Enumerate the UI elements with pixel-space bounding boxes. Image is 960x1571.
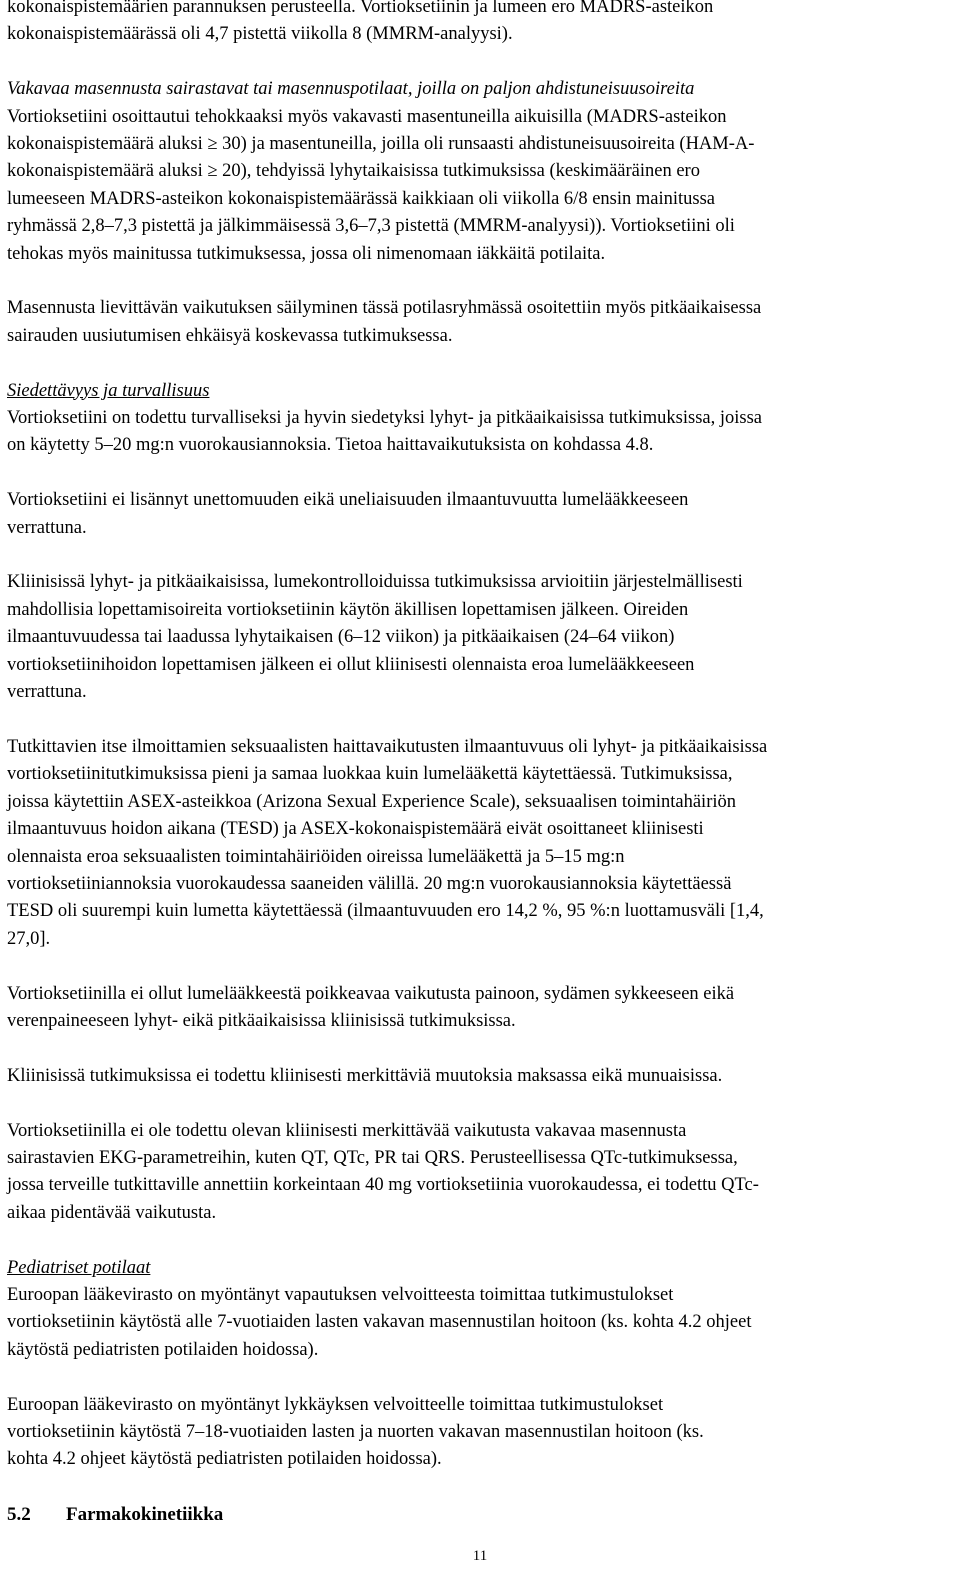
paragraph [7, 734, 957, 953]
paragraph [7, 295, 957, 350]
paragraph [7, 0, 957, 49]
paragraph [7, 1118, 957, 1228]
text-line: verrattuna. [7, 517, 87, 538]
text-line: 27,0]. [7, 928, 51, 949]
text-line: vortioksetiinitutkimuksissa pieni ja samaa luokkaa kuin lumelääkettä käytettäessä. Tutkimuksissa, [7, 764, 733, 785]
subsection-heading: Vakavaa masennusta sairastavat tai masennuspotilaat, joilla on paljon ahdistuneisuusoireita [7, 79, 695, 100]
document-page [7, 0, 957, 1529]
text-line: Euroopan lääkevirasto on myöntänyt vapautuksen velvoitteesta toimittaa tutkimustulokset [7, 1284, 674, 1305]
text-line: ilmaantuvuus hoidon aikana (TESD) ja ASEX-kokonaispistemäärä eivät osoittaneet kliinisesti [7, 819, 704, 840]
text-line: Tutkittavien itse ilmoittamien seksuaalisten haittavaikutusten ilmaantuvuus oli lyhyt- ja pitkäaikaisissa [7, 736, 768, 757]
text-line: kokonaispistemäärä aluksi ≥ 20), tehdyissä lyhytaikaisissa tutkimuksissa (keskimääräinen ero [7, 161, 700, 182]
page-number: 11 [472, 1548, 488, 1564]
document-body [7, 0, 957, 1474]
text-line: Vortioksetiini ei lisännyt unettomuuden eikä uneliaisuuden ilmaantuvuutta lumelääkkeeseen [7, 490, 689, 511]
text-line: Vortioksetiinilla ei ole todettu olevan kliinisesti merkittävää vaikutusta vakavaa masennusta [7, 1120, 687, 1141]
text-line: verenpaineeseen lyhyt- eikä pitkäaikaisissa kliinisissä tutkimuksissa. [7, 1010, 516, 1031]
section-title: Farmakokinetiikka [66, 1504, 224, 1526]
paragraph [7, 1392, 957, 1474]
text-line: jossa terveille tutkittaville annettiin korkeintaan 40 mg vortioksetiinia vuorokaudessa, ei todettu QTc- [7, 1175, 759, 1196]
text-line: Masennusta lievittävän vaikutuksen säilyminen tässä potilasryhmässä osoitettiin myös pitkäaikaisessa [7, 298, 762, 319]
text-line: aikaa pidentävää vaikutusta. [7, 1202, 217, 1223]
text-line: sairauden uusiutumisen ehkäisyä koskevassa tutkimuksessa. [7, 325, 453, 346]
text-line: kokonaispistemäärien parannuksen perusteella. Vortioksetiinin ja lumeen ero MADRS-asteikon [7, 0, 714, 17]
paragraph [7, 76, 957, 268]
paragraph [7, 378, 957, 460]
text-line: ilmaantuvuudessa tai laadussa lyhytaikaisen (6–12 viikon) ja pitkäaikaisen (24–64 viikon) [7, 627, 675, 648]
text-line: kokonaispistemäärässä oli 4,7 pistettä viikolla 8 (MMRM-analyysi). [7, 24, 513, 45]
text-line: sairastavien EKG-parametreihin, kuten QT, QTc, PR tai QRS. Perusteellisessa QTc-tutkimuksessa, [7, 1147, 738, 1168]
text-line: on käytetty 5–20 mg:n vuorokausiannoksia. Tietoa haittavaikutuksista on kohdassa 4.8. [7, 435, 654, 456]
text-line: kohta 4.2 ohjeet käytöstä pediatristen potilaiden hoidossa). [7, 1449, 442, 1470]
text-line: tehokas myös mainitussa tutkimuksessa, jossa oli nimenomaan iäkkäitä potilaita. [7, 243, 606, 264]
text-line: mahdollisia lopettamisoireita vortioksetiinin käytön äkillisen lopettamisen jälkeen. Oireiden [7, 599, 689, 620]
text-line: vortioksetiinin käytöstä 7–18-vuotiaiden lasten ja nuorten vakavan masennustilan hoitoon (ks. [7, 1421, 704, 1442]
section-number: 5.2 [7, 1504, 31, 1526]
paragraph [7, 1255, 957, 1365]
text-line: lumeeseen MADRS-asteikon kokonaispistemäärässä kaikkiaan oli viikolla 6/8 ensin mainitussa [7, 188, 716, 209]
text-line: vortioksetiiniannoksia vuorokaudessa saaneiden välillä. 20 mg:n vuorokausiannoksia käytettäessä [7, 873, 732, 894]
section-heading [7, 1501, 957, 1528]
text-line: verrattuna. [7, 682, 87, 703]
text-line: olennaista eroa seksuaalisten toimintahäiriöiden oireissa lumelääkettä ja 5–15 mg:n [7, 846, 625, 867]
subsection-heading: Pediatriset potilaat [7, 1257, 151, 1278]
text-line: kokonaispistemäärä aluksi ≥ 30) ja masentuneilla, joilla oli runsaasti ahdistuneisuusoireita (HAM-A- [7, 134, 755, 155]
paragraph [7, 1063, 957, 1090]
text-line: Kliinisissä tutkimuksissa ei todettu kliinisesti merkittäviä muutoksia maksassa eikä munuaisissa. [7, 1065, 723, 1086]
text-line: Vortioksetiini osoittautui tehokkaaksi myös vakavasti masentuneilla aikuisilla (MADRS-asteikon [7, 106, 727, 127]
text-line: Kliinisissä lyhyt- ja pitkäaikaisissa, lumekontrolloiduissa tutkimuksissa arvioitiin järjestelmällisesti [7, 572, 743, 593]
subsection-heading: Siedettävyys ja turvallisuus [7, 380, 210, 401]
text-line: Vortioksetiini on todettu turvalliseksi ja hyvin siedetyksi lyhyt- ja pitkäaikaisissa tutkimuksissa, joissa [7, 408, 763, 429]
text-line: TESD oli suurempi kuin lumetta käytettäessä (ilmaantuvuuden ero 14,2 %, 95 %:n luottamusväli [1,4, [7, 901, 764, 922]
text-line: vortioksetiinin käytöstä alle 7-vuotiaiden lasten vakavan masennustilan hoitoon (ks. kohta 4.2 ohjeet [7, 1312, 752, 1333]
text-line: ryhmässä 2,8–7,3 pistettä ja jälkimmäisessä 3,6–7,3 pistettä (MMRM-analyysi)). Vortioksetiini oli [7, 216, 735, 237]
text-line: Vortioksetiinilla ei ollut lumelääkkeestä poikkeavaa vaikutusta painoon, sydämen sykkeeseen eikä [7, 983, 735, 1004]
paragraph [7, 981, 957, 1036]
paragraph [7, 569, 957, 706]
text-line: joissa käytettiin ASEX-asteikkoa (Arizona Sexual Experience Scale), seksuaalisen toimintahäiriön [7, 791, 736, 812]
text-line: Euroopan lääkevirasto on myöntänyt lykkäyksen velvoitteelle toimittaa tutkimustulokset [7, 1394, 664, 1415]
paragraph [7, 487, 957, 542]
text-line: käytöstä pediatristen potilaiden hoidossa). [7, 1339, 319, 1360]
text-line: vortioksetiinihoidon lopettamisen jälkeen ei ollut kliinisesti olennaista eroa lumelääkkeeseen [7, 654, 695, 675]
